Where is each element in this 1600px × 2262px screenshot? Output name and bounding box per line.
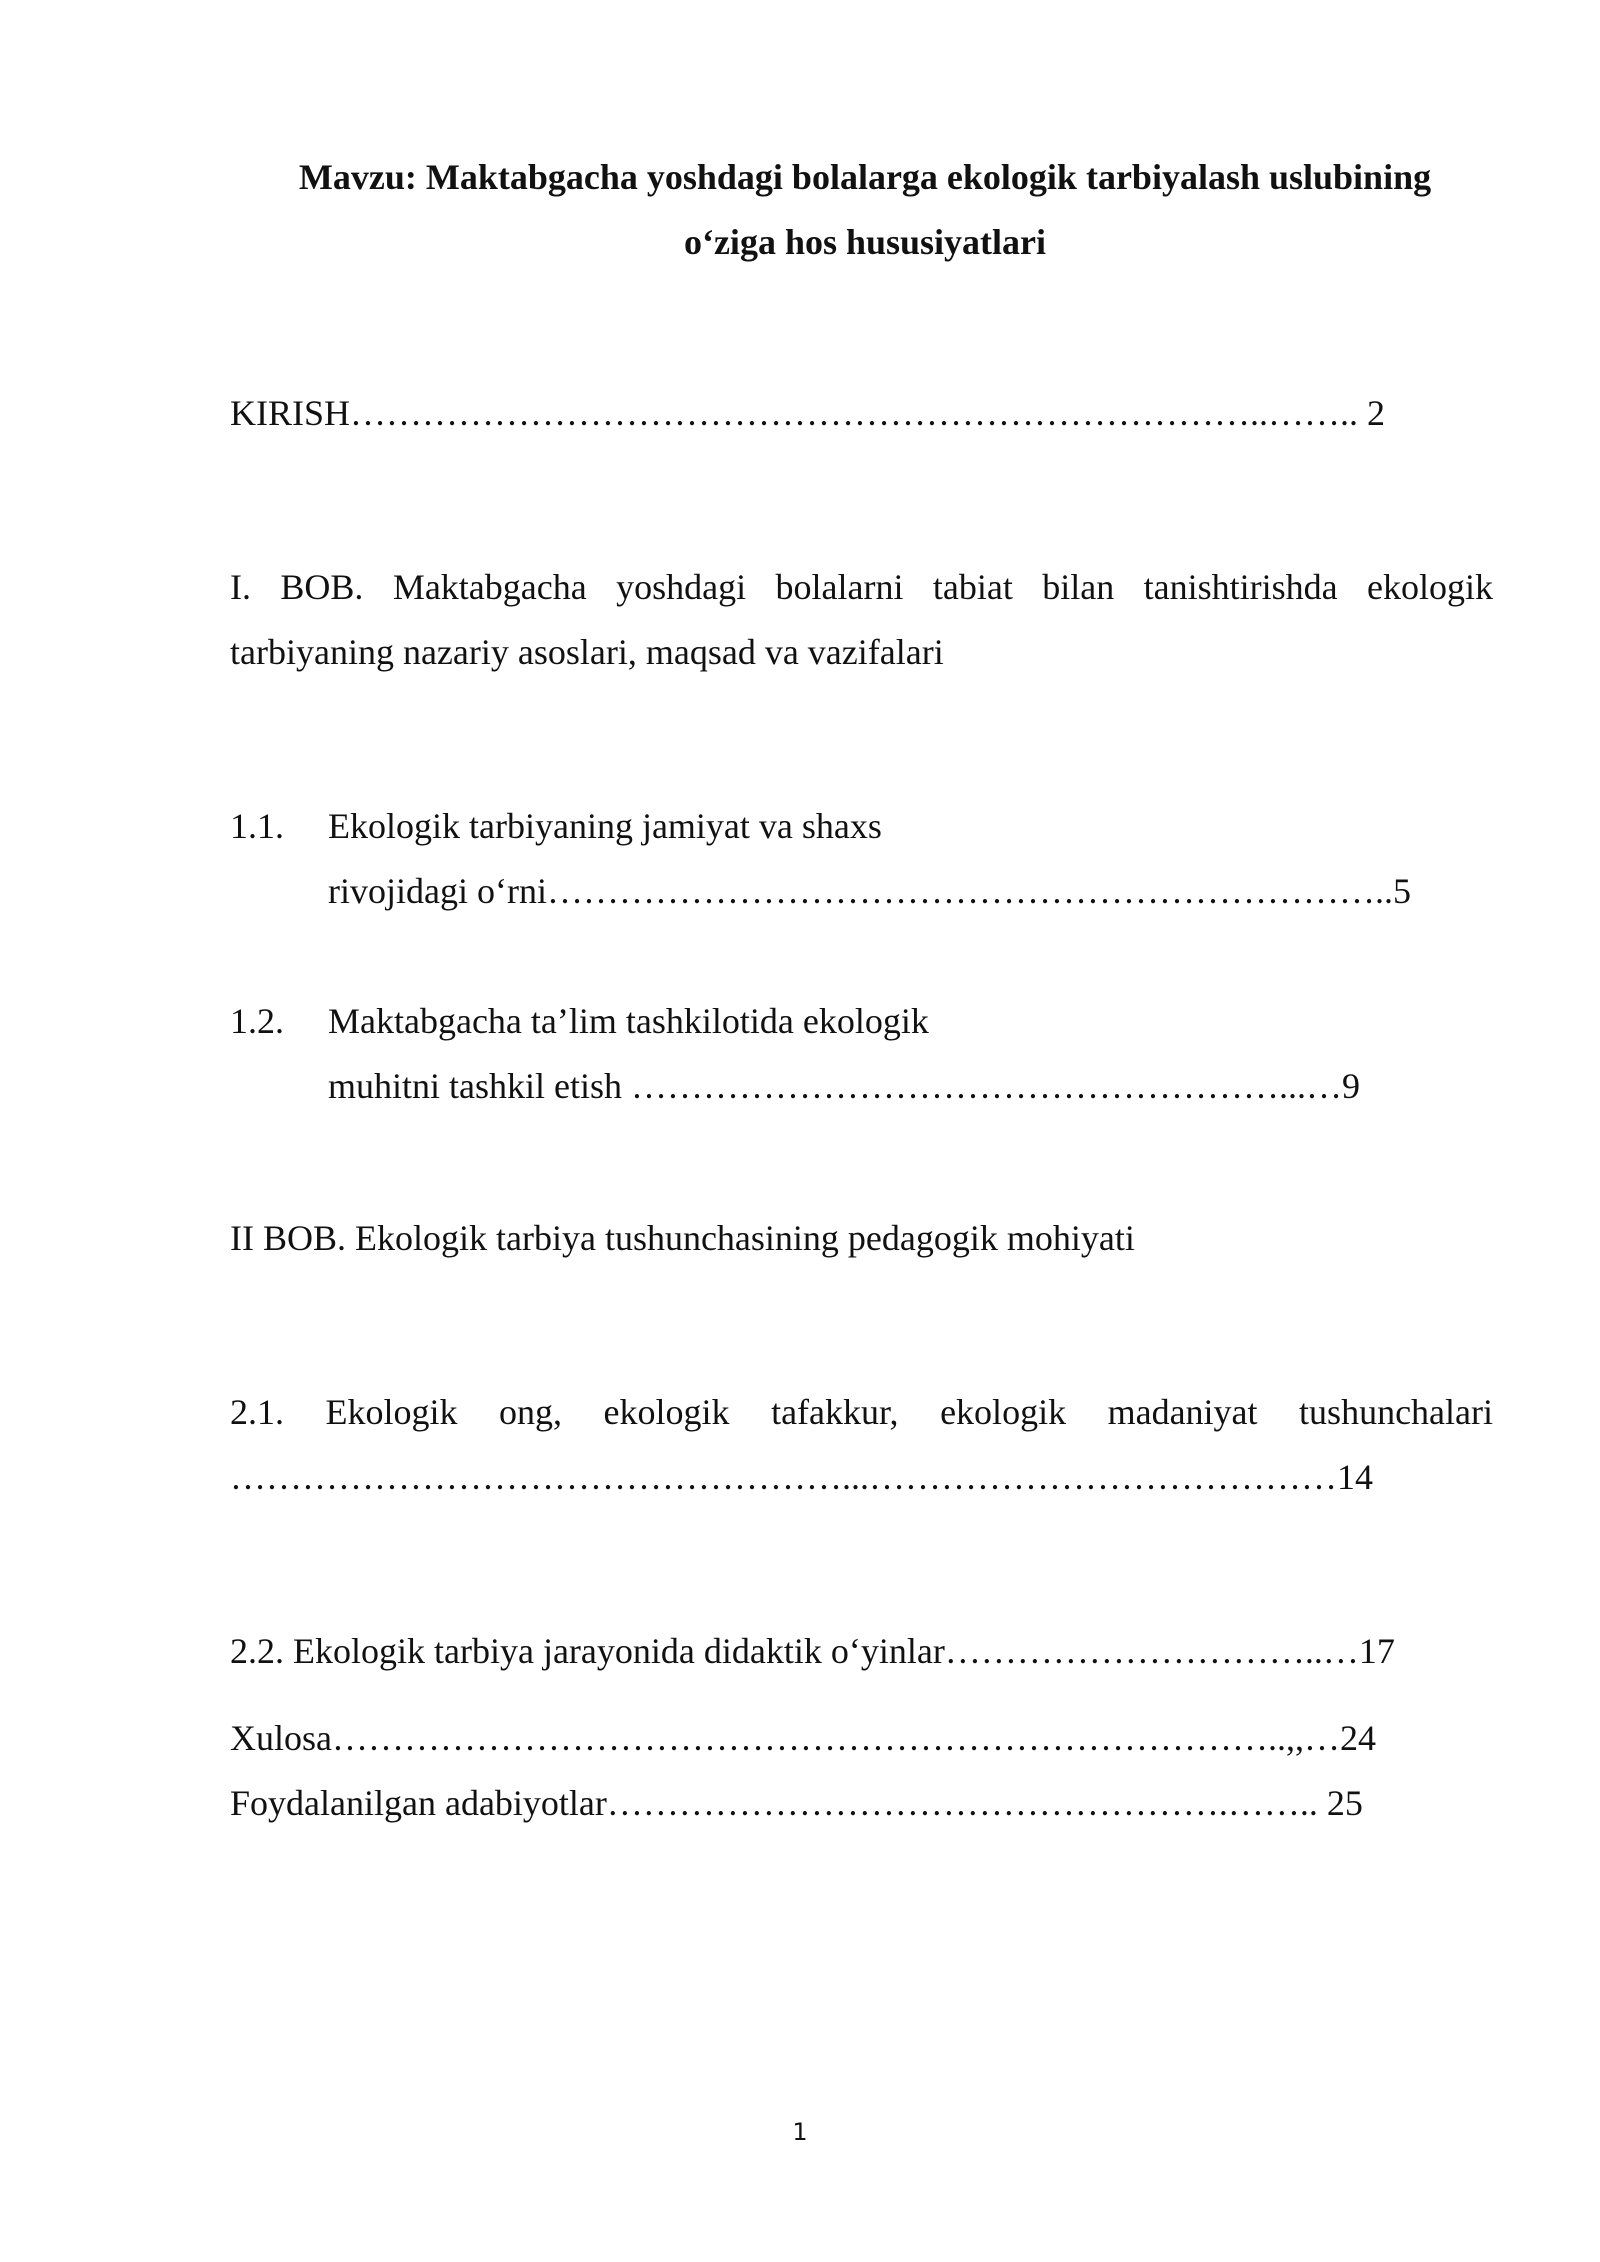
toc-section-number-1-1: 1.1. [230,806,284,846]
toc-entry-1-1-line-2: rivojidagi o‘rni……………………………………………………………..5 [328,871,1411,911]
toc-entry-2-1-line-2: ……………………………………………...…………………………………14 [230,1457,1373,1497]
toc-entry-2-1-line-1: 2.1. Ekologik ong, ekologik tafakkur, ekologik madaniyat tushunchalari [230,1392,1493,1432]
toc-entry-xulosa: Xulosa……………………………………………………………………..,,…24 [230,1718,1376,1758]
page-number: 1 [792,2118,808,2146]
toc-entry-2-2: 2.2. Ekologik tarbiya jarayonida didaktik o‘yinlar…………………………..…17 [230,1631,1395,1671]
toc-section-number-1-2: 1.2. [230,1001,284,1041]
toc-entry-kirish: KIRISH…………………………………………………………………..…….. 2 [230,393,1386,433]
toc-entry-1-2-line-2: muhitni tashkil etish ………………………………………………...…9 [328,1066,1360,1106]
toc-entry-adabiyotlar: Foydalanilgan adabiyotlar…………………………………………….…….. 25 [230,1783,1363,1823]
document-title-line-2: o‘ziga hos hususiyatlari [683,222,1047,262]
toc-entry-1-2-line-1: Maktabgacha ta’lim tashkilotida ekologik [328,1001,929,1041]
toc-entry-bob1-line-1: I. BOB. Maktabgacha yoshdagi bolalarni tabiat bilan tanishtirishda ekologik [230,567,1493,607]
toc-entry-bob1-line-2: tarbiyaning nazariy asoslari, maqsad va vazifalari [230,632,944,672]
document-title-line-1: Mavzu: Maktabgacha yoshdagi bolalarga ekologik tarbiyalash uslubining [298,157,1432,197]
toc-entry-1-1-line-1: Ekologik tarbiyaning jamiyat va shaxs [328,806,882,846]
toc-entry-bob2: II BOB. Ekologik tarbiya tushunchasining pedagogik mohiyati [230,1218,1135,1258]
